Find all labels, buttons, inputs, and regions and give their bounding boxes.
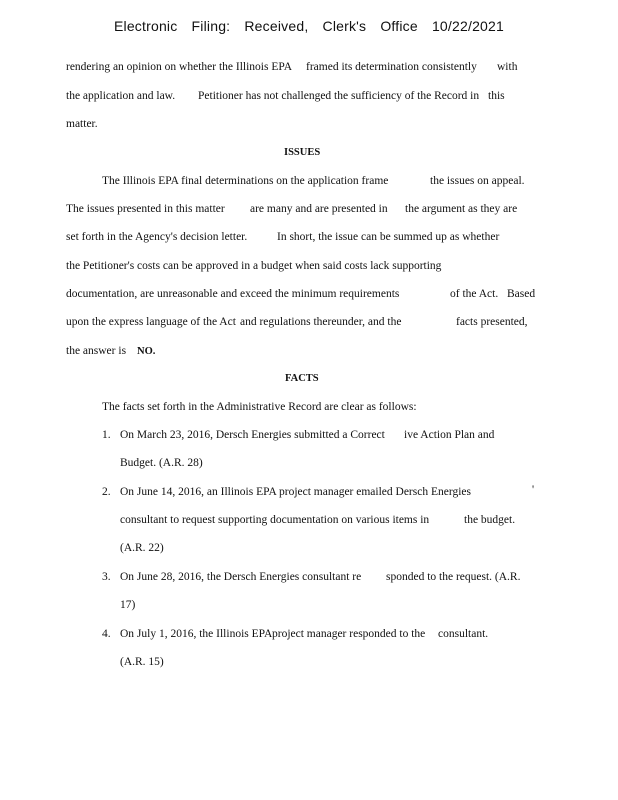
paragraph-1-line-2b: Petitioner has not challenged the sufficiency of the Record in [198, 90, 480, 102]
fact-2-line-1a: On June 14, 2016, an Illinois EPA project manager emailed Dersch Energies [120, 486, 471, 498]
fact-4-number: 4. [102, 628, 111, 640]
issues-heading: ISSUES [284, 147, 321, 158]
fact-1-line-1b: ive Action Plan and [404, 429, 495, 441]
fact-3-number: 3. [102, 571, 111, 583]
paragraph-1-line-1c: with [497, 61, 518, 73]
paragraph-2-line-2b: are many and are presented in [250, 203, 388, 215]
paragraph-2-line-4: the Petitioner's costs can be approved in a budget when said costs lack supporting [66, 260, 442, 272]
fact-4-line-1b: project manager responded to the [272, 628, 426, 640]
fact-3-line-2: 17) [120, 599, 136, 611]
facts-intro: The facts set forth in the Administrative Record are clear as follows: [102, 401, 417, 413]
fact-3-line-1a: On June 28, 2016, the Dersch Energies consultant re [120, 571, 362, 583]
paragraph-1-line-1a: rendering an opinion on whether the Illinois EPA [66, 61, 293, 73]
paragraph-2-line-6a: upon the express language of the Act [66, 316, 236, 328]
fact-2-number: 2. [102, 486, 111, 498]
fact-4-line-1a: On July 1, 2016, the Illinois EPA [120, 628, 273, 640]
paragraph-2-line-5c: Based [507, 288, 536, 300]
paragraph-1-line-2c: this [488, 90, 505, 102]
fact-2-line-3: (A.R. 22) [120, 542, 164, 554]
fact-1-number: 1. [102, 429, 111, 441]
paragraph-2-line-7a: the answer is [66, 345, 127, 357]
paragraph-2-line-5b: of the Act. [450, 288, 499, 300]
paragraph-1-line-3: matter. [66, 118, 98, 130]
paragraph-2-line-2c: the argument as they are [405, 203, 518, 215]
paragraph-2-line-1a: The Illinois EPA final determinations on the application frame [102, 175, 389, 187]
fact-4-line-1c: consultant. [438, 628, 489, 640]
fact-2-line-2b: the budget. [464, 514, 516, 526]
paragraph-2-line-3b: In short, the issue can be summed up as whether [277, 231, 500, 243]
fact-3-line-1b: sponded to the request. (A.R. [386, 571, 521, 583]
paragraph-2-line-5a: documentation, are unreasonable and exceed the minimum requirements [66, 288, 400, 300]
facts-heading: FACTS [285, 373, 319, 384]
fact-1-line-1a: On March 23, 2016, Dersch Energies submitted a Correct [120, 429, 385, 441]
paragraph-2-line-1b: the issues on appeal. [430, 175, 525, 187]
fact-1-line-2: Budget. (A.R. 28) [120, 457, 203, 469]
paragraph-2-line-3a: set forth in the Agency's decision letter. [66, 231, 248, 243]
fact-2-line-1b: ' [532, 484, 535, 496]
paragraph-2-line-7b: NO. [137, 346, 156, 357]
fact-4-line-2: (A.R. 15) [120, 656, 164, 668]
paragraph-1-line-2a: the application and law. [66, 90, 176, 102]
filing-stamp-header: Electronic Filing: Received, Clerk's Office 10/22/2021 [113, 18, 505, 34]
paragraph-1-line-1b: framed its determination consistently [306, 61, 477, 73]
paragraph-2-line-6b: and regulations thereunder, and the [240, 316, 402, 328]
paragraph-2-line-2a: The issues presented in this matter [66, 203, 225, 215]
paragraph-2-line-6c: facts presented, [456, 316, 528, 328]
fact-2-line-2a: consultant to request supporting documentation on various items in [120, 514, 430, 526]
